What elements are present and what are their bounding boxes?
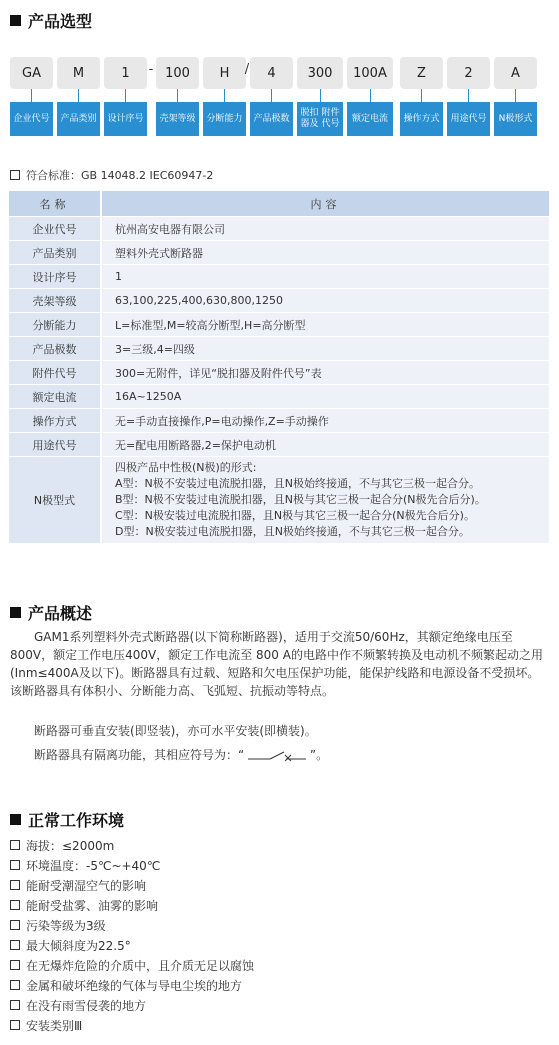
env-item-text: 最大倾斜度为22.5° (26, 938, 131, 953)
connector-line (271, 89, 272, 102)
code-box: 300 (297, 57, 343, 89)
square-bullet-icon (10, 15, 21, 26)
env-item (10, 955, 254, 975)
npole-line: 四极产品中性极(N极)的形式: (115, 461, 257, 474)
standard-line (10, 167, 213, 183)
env-item-text: 能耐受盐雾、油雾的影响 (26, 898, 159, 913)
row-content: 杭州高安电器有限公司 (101, 217, 549, 241)
connector-line (515, 89, 516, 102)
overview-paragraph: GAM1系列塑料外壳式断路器(以下简称断路器)，适用于交流50/60Hz，其额定绝缘电压至800V，额定工作电压400V，额定工作电流至 800 A的电路中作不频繁转换及电动机不频繁起动之用(Inm≤400A及以下)。断路器具有过载、短路和欠电压保护功能，能保护线路和电源设备不受损坏。该断路器具有体积小、分断能力高、飞弧短、抗振动等特点。 (10, 630, 543, 698)
code-box: H (203, 57, 246, 89)
isolation-text: 断路器具有隔离功能，其相应符号为：“ (34, 748, 245, 762)
npole-line: C型：N极安装过电流脱扣器，且N极与其它三极一起合分(N极先合后分)。 (115, 509, 475, 522)
code-box: M (57, 57, 100, 89)
connector-line (320, 89, 321, 102)
row-name: 设计序号 (9, 265, 101, 289)
connector-line (370, 89, 371, 102)
row-content-npole (101, 457, 549, 544)
code-description: 额定 电流 (347, 102, 393, 136)
checkbox-icon (10, 920, 20, 930)
connector-line (421, 89, 422, 102)
row-name: 产品极数 (9, 337, 101, 361)
row-content: 63,100,225,400,630,800,1250 (101, 289, 549, 313)
table-row (9, 385, 549, 409)
code-description: 产品 类别 (57, 102, 100, 136)
connector-line (468, 89, 469, 102)
code-box: A (494, 57, 537, 89)
checkbox-icon (10, 980, 20, 990)
selection-table (9, 191, 549, 544)
env-item (10, 975, 242, 995)
selection-title: 产品选型 (28, 11, 93, 31)
connector-line (177, 89, 178, 102)
npole-line: A型：N极不安装过电流脱扣器，且N极始终接通，不与其它三极一起合分。 (115, 477, 480, 490)
row-content: 16A~1250A (101, 385, 549, 409)
overview-title: 产品概述 (28, 603, 93, 623)
isolation-text-end: ”。 (309, 748, 329, 762)
env-item-text: 金属和破坏绝缘的气体与导电尘埃的地方 (26, 978, 243, 993)
code-description: 企业 代号 (10, 102, 53, 136)
row-name: 分断能力 (9, 313, 101, 337)
row-name: 附件代号 (9, 361, 101, 385)
table-row (9, 337, 549, 361)
table-row (9, 409, 549, 433)
header-content: 内容 (101, 191, 549, 217)
row-content: 300=无附件，详见“脱扣器及附件代号”表 (101, 361, 549, 385)
square-bullet-icon (10, 814, 21, 825)
env-item-text: 污染等级为3级 (26, 918, 106, 933)
code-box: 100 (156, 57, 199, 89)
row-name: 额定电流 (9, 385, 101, 409)
code-description: N极 形式 (494, 102, 537, 136)
checkbox-icon (10, 940, 20, 950)
row-name: 壳架等级 (9, 289, 101, 313)
checkbox-icon (10, 960, 20, 970)
table-row-npole (9, 457, 549, 544)
header-name: 名称 (9, 191, 101, 217)
table-row (9, 217, 549, 241)
code-box: 2 (447, 57, 490, 89)
connector-line (224, 89, 225, 102)
section-title-environment (10, 808, 124, 830)
row-content: 塑料外壳式断路器 (101, 241, 549, 265)
env-item-text: 在没有雨雪侵袭的地方 (26, 998, 147, 1013)
env-item (10, 915, 106, 935)
npole-line: B型：N极不安装过电流脱扣器，且N极与其它三极一起合分(N极先合后分)。 (115, 493, 486, 506)
code-description: 产品 极数 (250, 102, 293, 136)
code-description: 用途 代号 (447, 102, 490, 136)
code-description: 设计 序号 (104, 102, 147, 136)
row-name: 操作方式 (9, 409, 101, 433)
table-row (9, 433, 549, 457)
connector-line (125, 89, 126, 102)
code-description: 脱扣器及 附件代号 (297, 102, 343, 136)
table-row (9, 289, 549, 313)
code-description: 壳架 等级 (156, 102, 199, 136)
environment-title: 正常工作环境 (28, 810, 125, 830)
env-item (10, 995, 146, 1015)
row-content: 1 (101, 265, 549, 289)
square-bullet-icon (10, 607, 21, 618)
isolation-symbol-icon (248, 750, 306, 762)
code-box: 4 (250, 57, 293, 89)
env-item (10, 835, 114, 855)
table-row (9, 313, 549, 337)
env-item-text: 安装类别Ⅲ (26, 1018, 83, 1033)
table-row (9, 361, 549, 385)
env-item-text: 在无爆炸危险的介质中，且介质无足以腐蚀 (26, 958, 255, 973)
connector-line (78, 89, 79, 102)
checkbox-icon (10, 170, 20, 180)
overview-install: 断路器可垂直安装(即竖装)，亦可水平安装(即横装)。 (34, 724, 317, 738)
overview-isolation (10, 746, 550, 764)
row-name: 企业代号 (9, 217, 101, 241)
env-item (10, 1015, 82, 1035)
standard-text: 符合标准：GB 14048.2 IEC60947-2 (26, 169, 214, 182)
env-item-text: 环境温度：-5℃~+40℃ (26, 858, 161, 873)
env-item (10, 895, 158, 915)
connector-line (31, 89, 32, 102)
row-name: N极型式 (9, 457, 101, 544)
row-name: 用途代号 (9, 433, 101, 457)
env-item-text: 能耐受潮湿空气的影响 (26, 878, 147, 893)
row-content: 无=配电用断路器,2=保护电动机 (101, 433, 549, 457)
code-description: 操作 方式 (400, 102, 443, 136)
checkbox-icon (10, 900, 20, 910)
code-separator: - (148, 62, 154, 77)
env-item (10, 855, 160, 875)
row-content: 3=三级,4=四级 (101, 337, 549, 361)
checkbox-icon (10, 1020, 20, 1030)
code-box: 100A (347, 57, 393, 89)
table-row (9, 265, 549, 289)
section-title-selection (10, 9, 92, 31)
code-box: Z (400, 57, 443, 89)
npole-line: D型：N极安装过电流脱扣器，且N极始终接通，不与其它三极一起合分。 (115, 525, 470, 538)
checkbox-icon (10, 840, 20, 850)
table-row (9, 241, 549, 265)
code-description: 分断 能力 (203, 102, 246, 136)
table-header-row (9, 191, 549, 217)
section-title-overview (10, 601, 92, 623)
checkbox-icon (10, 860, 20, 870)
env-item-text: 海拔：≤2000m (26, 838, 115, 853)
code-separator: / (244, 62, 250, 77)
env-item (10, 935, 131, 955)
row-content: 无=手动直接操作,P=电动操作,Z=手动操作 (101, 409, 549, 433)
row-name: 产品类别 (9, 241, 101, 265)
env-item (10, 875, 146, 895)
checkbox-icon (10, 880, 20, 890)
checkbox-icon (10, 1000, 20, 1010)
code-box: GA (10, 57, 53, 89)
row-content: L=标准型,M=较高分断型,H=高分断型 (101, 313, 549, 337)
code-box: 1 (104, 57, 147, 89)
